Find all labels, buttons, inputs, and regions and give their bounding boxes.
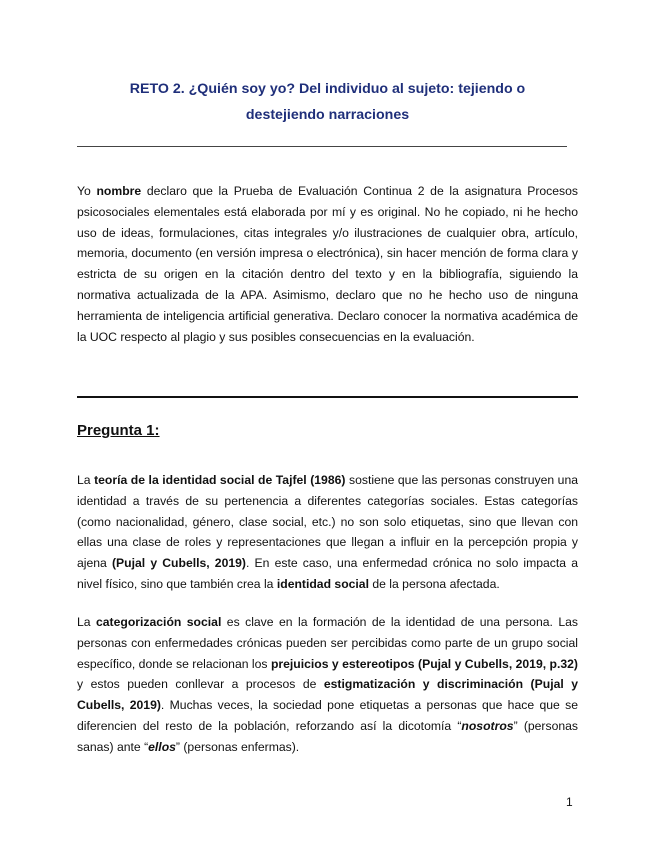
section-divider xyxy=(77,396,578,398)
paragraph-text: sostiene que las personas construyen una identidad a través de su pertenencia a diferentes categorías sociales. Estas categorías (como nacionalidad, género, clase social, etc.) no son solo etiquetas, sino que llevan con ellas una clase de roles y representaciones que llegan a influir en la percepción propia y ajena xyxy=(77,473,579,571)
title-line-2: destejiendo narraciones xyxy=(245,107,410,123)
bold-term: categorización social xyxy=(96,615,222,629)
paragraph-text: ” (personas enfermas). xyxy=(175,739,300,754)
italic-term: ellos xyxy=(148,739,176,754)
document-title xyxy=(77,76,578,128)
bold-citation: prejuicios y estereotipos (Pujal y Cubells, 2019, p.32) xyxy=(270,656,578,671)
paragraph-text: de la persona afectada. xyxy=(368,576,500,591)
declaration-text: Yo xyxy=(77,184,97,198)
paragraph-text: La xyxy=(77,615,96,629)
bold-citation: estigmatización y discriminación (Pujal y Cubells, 2019) xyxy=(77,677,579,713)
paragraph-text: . En este caso, una enfermedad crónica no solo impacta a nivel físico, sino que también crea la xyxy=(77,556,578,591)
title-line-1: RETO 2. ¿Quién soy yo? Del individuo al sujeto: tejiendo o xyxy=(129,81,526,97)
declaration-paragraph xyxy=(77,181,578,347)
declaration-name: nombre xyxy=(96,184,142,198)
paragraph-text: es clave en la formación de la identidad de una persona. Las personas con enfermedades crónicas pueden ser percibidas como parte de un grupo social específico, donde se relacionan los xyxy=(77,615,578,671)
title-divider xyxy=(77,146,567,147)
paragraph-text: La xyxy=(77,473,95,487)
body-paragraph-2 xyxy=(77,612,578,758)
question-heading xyxy=(77,422,160,439)
question-heading-colon: : xyxy=(154,422,160,439)
paragraph-text: ” (personas sanas) ante “ xyxy=(77,718,579,754)
bold-term: identidad social xyxy=(276,576,369,591)
italic-term: nosotros xyxy=(461,718,514,733)
bold-citation: (Pujal y Cubells, 2019) xyxy=(111,556,246,571)
body-paragraph-1 xyxy=(77,470,578,595)
paragraph-text: y estos pueden conllevar a procesos de xyxy=(77,677,324,692)
bold-term: teoría de la identidad social de Tajfel (1986) xyxy=(94,473,346,487)
question-heading-text: Pregunta 1 xyxy=(77,422,155,439)
paragraph-text: . Muchas veces, la sociedad pone etiquetas a personas que hace que se diferencien del resto de la población, reforzando así la dicotomía “ xyxy=(77,698,578,733)
declaration-text: declaro que la Prueba de Evaluación Continua 2 de la asignatura Procesos psicosociales elementales está elaborada por mí y es original. No he copiado, ni he hecho uso de ideas, formulaciones, citas integrales y/o ilustraciones de cualquier obra, artículo, memoria, documento (en versión impresa o electrónica), sin hacer mención de forma clara y estricta de su origen en la citación dentro del texto y en la bibliografía, siguiendo la normativa actualizada de la APA. Asimismo, declaro que no he hecho uso de ninguna herramienta de inteligencia artificial generativa. Declaro conocer la normativa académica de la UOC respecto al plagio y sus posibles consecuencias en la evaluación. xyxy=(77,184,578,344)
page-number: 1 xyxy=(566,795,573,809)
